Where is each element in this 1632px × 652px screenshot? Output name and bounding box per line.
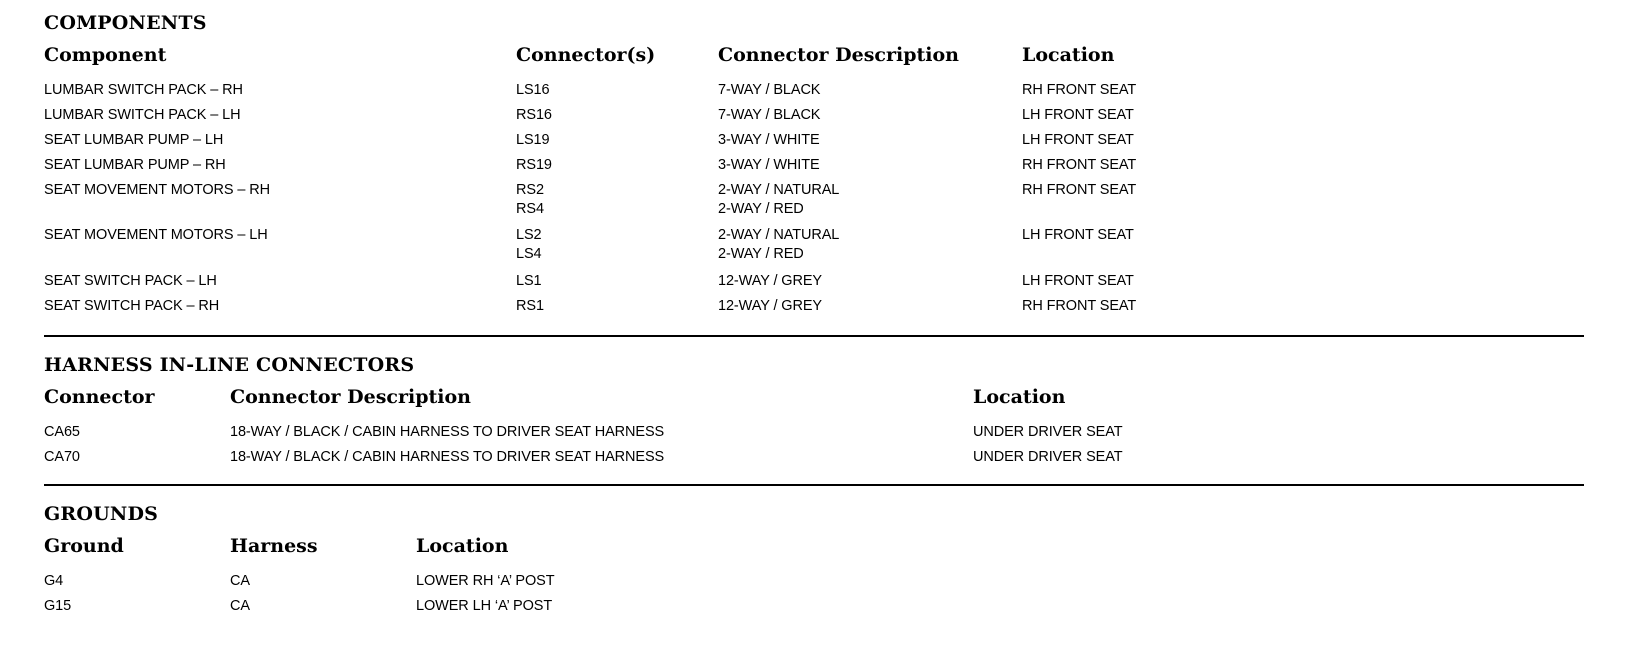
components-header-location: Location [1022, 44, 1115, 66]
component-location: RH FRONT SEAT [1022, 157, 1137, 173]
component-name: SEAT LUMBAR PUMP – RH [44, 157, 226, 173]
component-location: RH FRONT SEAT [1022, 182, 1137, 198]
component-name: LUMBAR SWITCH PACK – LH [44, 107, 241, 123]
component-name: LUMBAR SWITCH PACK – RH [44, 82, 243, 98]
component-location: LH FRONT SEAT [1022, 273, 1134, 289]
connector-description: 18-WAY / BLACK / CABIN HARNESS TO DRIVER SEAT HARNESS [230, 449, 665, 465]
harness-section-title: HARNESS IN-LINE CONNECTORS [44, 354, 415, 376]
connector-id: CA65 [44, 424, 80, 440]
component-location: RH FRONT SEAT [1022, 82, 1137, 98]
connector-id: RS4 [516, 201, 544, 217]
connector-description: 2-WAY / NATURAL [718, 227, 840, 243]
connector-id: RS19 [516, 157, 552, 173]
component-location: LH FRONT SEAT [1022, 227, 1134, 243]
connector-description: 2-WAY / NATURAL [718, 182, 840, 198]
harness-header-location: Location [973, 386, 1066, 408]
components-header-description: Connector Description [718, 44, 959, 66]
connector-descriptions [718, 107, 820, 123]
connector-description: 12-WAY / GREY [718, 273, 822, 289]
connector-description: 7-WAY / BLACK [718, 82, 821, 98]
connector-descriptions [718, 227, 839, 262]
component-name: SEAT MOVEMENT MOTORS – LH [44, 227, 268, 243]
component-name: SEAT SWITCH PACK – LH [44, 273, 217, 289]
connector-descriptions [718, 273, 822, 289]
connector-description: 3-WAY / WHITE [718, 132, 820, 148]
connector-id: LS16 [516, 82, 550, 98]
connector-location: UNDER DRIVER SEAT [973, 424, 1123, 440]
component-location: LH FRONT SEAT [1022, 132, 1134, 148]
connector-id: CA70 [44, 449, 80, 465]
connector-ids [516, 227, 542, 262]
connector-descriptions [718, 298, 822, 314]
connector-description: 7-WAY / BLACK [718, 107, 821, 123]
section-divider [44, 335, 1584, 337]
grounds-header-ground: Ground [44, 535, 124, 557]
connector-ids [516, 182, 544, 217]
connector-descriptions [718, 157, 820, 173]
connector-ids [516, 157, 552, 173]
harness-header-connector: Connector [44, 386, 155, 408]
connector-descriptions [718, 82, 820, 98]
connector-descriptions [718, 182, 839, 217]
components-section-title: COMPONENTS [44, 12, 207, 34]
connector-id: RS2 [516, 182, 544, 198]
components-header-connectors: Connector(s) [516, 44, 656, 66]
connector-description: 3-WAY / WHITE [718, 157, 820, 173]
connector-description: 2-WAY / RED [718, 201, 804, 217]
connector-description: 18-WAY / BLACK / CABIN HARNESS TO DRIVER SEAT HARNESS [230, 424, 665, 440]
connector-ids [516, 273, 542, 289]
connector-descriptions [718, 132, 820, 148]
connector-id: RS16 [516, 107, 552, 123]
ground-harness: CA [230, 573, 250, 589]
connector-ids [516, 82, 549, 98]
ground-id: G15 [44, 598, 72, 614]
component-name: SEAT MOVEMENT MOTORS – RH [44, 182, 271, 198]
ground-id: G4 [44, 573, 64, 589]
connector-id: RS1 [516, 298, 544, 314]
connector-id: LS1 [516, 273, 542, 289]
grounds-section-title: GROUNDS [44, 503, 159, 525]
connector-ids [516, 298, 544, 314]
ground-location: LOWER RH ‘A’ POST [416, 573, 555, 589]
grounds-header-harness: Harness [230, 535, 318, 557]
component-location: LH FRONT SEAT [1022, 107, 1134, 123]
section-divider [44, 484, 1584, 486]
components-header-component: Component [44, 44, 167, 66]
connector-ids [516, 132, 549, 148]
ground-location: LOWER LH ‘A’ POST [416, 598, 553, 614]
component-name: SEAT SWITCH PACK – RH [44, 298, 220, 314]
ground-harness: CA [230, 598, 250, 614]
connector-description: 12-WAY / GREY [718, 298, 822, 314]
connector-location: UNDER DRIVER SEAT [973, 449, 1123, 465]
component-name: SEAT LUMBAR PUMP – LH [44, 132, 224, 148]
harness-header-description: Connector Description [230, 386, 471, 408]
component-location: RH FRONT SEAT [1022, 298, 1137, 314]
connector-description: 2-WAY / RED [718, 246, 804, 262]
connector-id: LS19 [516, 132, 550, 148]
connector-id: LS4 [516, 246, 542, 262]
connector-id: LS2 [516, 227, 542, 243]
connector-ids [516, 107, 552, 123]
grounds-header-location: Location [416, 535, 509, 557]
